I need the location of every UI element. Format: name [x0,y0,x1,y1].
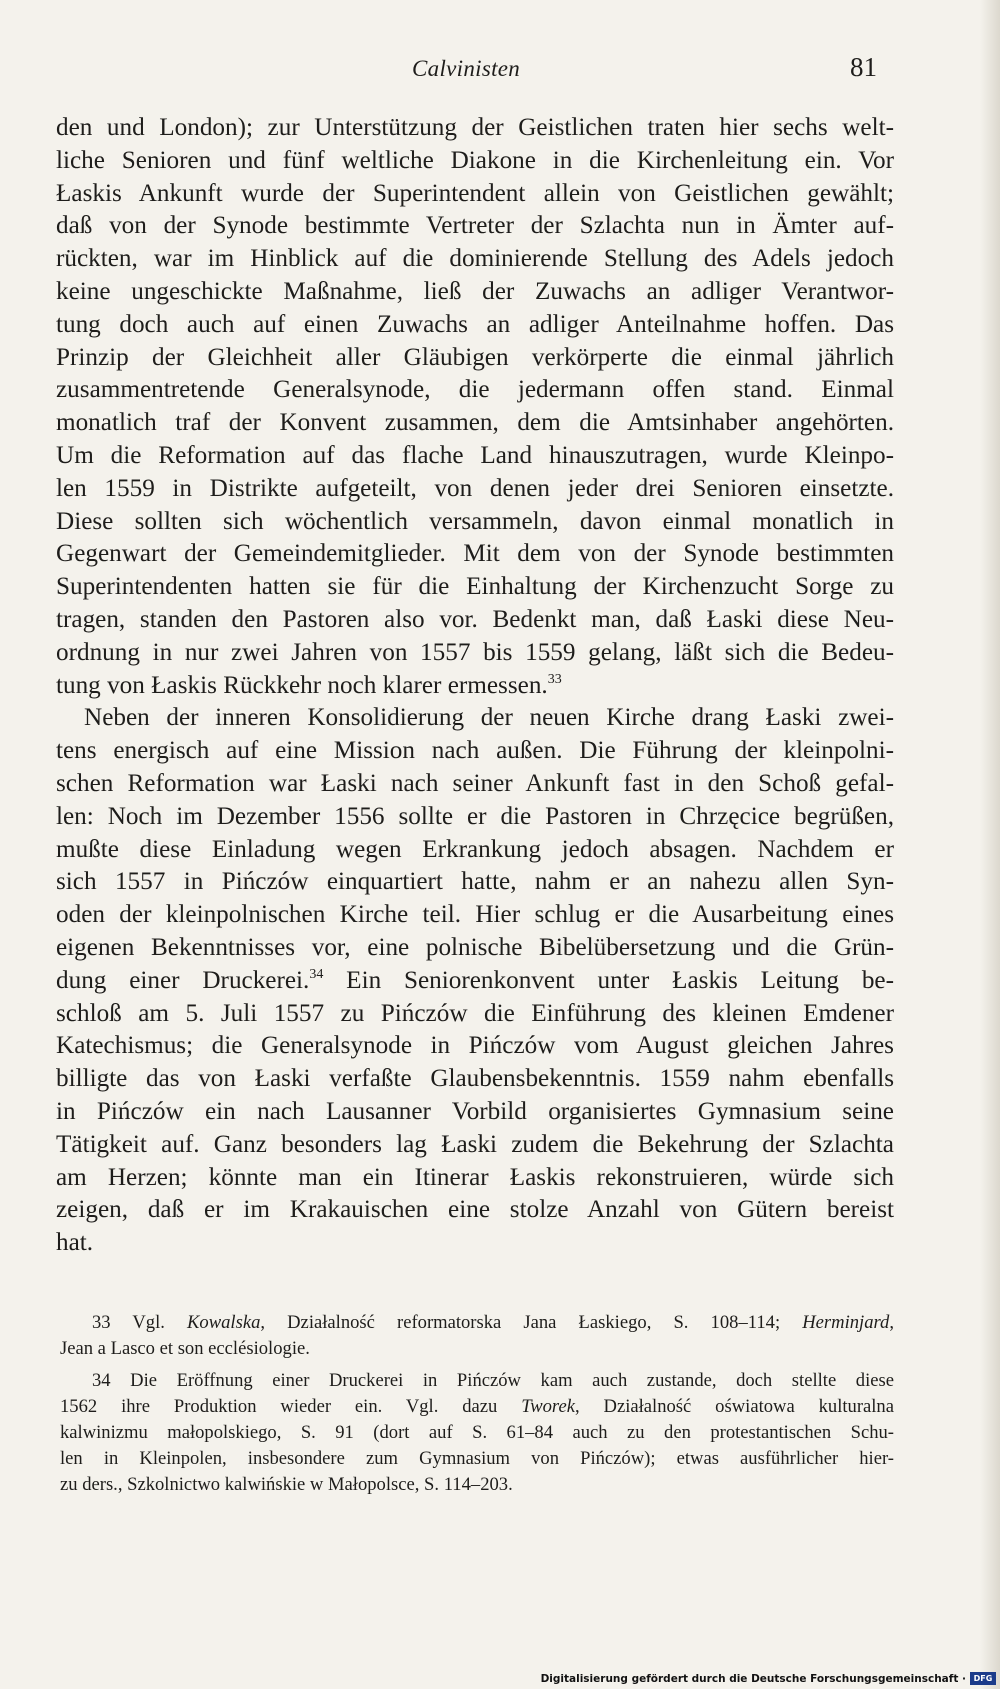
text-line: mußte diese Einladung wegen Erkrankung jedoch absagen. Nachdem er [56,835,894,863]
text-segment: dung einer Druckerei. [56,966,310,994]
text-line: Katechismus; die Generalsynode in Pińczów vom August gleichen Jahres [56,1032,894,1060]
text-line: schloß am 5. Juli 1557 zu Pińczów die Einführung des kleinen Emdener [56,999,894,1027]
fn-text: , [889,1312,894,1333]
text-line: tens energisch auf eine Mission nach außen. Die Führung der kleinpolni- [56,737,894,765]
text-line: zeigen, daß er im Krakauischen eine stolze Anzahl von Gütern bereist [56,1196,894,1224]
fn-author: Kowalska [187,1312,261,1333]
text-segment: Ein Seniorenkonvent unter Łaskis Leitung be- [323,966,894,994]
text-line: Prinzip der Gleichheit aller Gläubigen verkörperte die einmal jährlich [56,343,894,371]
body-text [56,112,894,1260]
footnote-33-line: Jean a Lasco et son ecclésiologie. [60,1338,310,1359]
footnote-ref-33[interactable]: 33 [547,671,562,687]
digitization-credit: Digitalisierung gefördert durch die Deutsche Forschungsgemeinschaft · [540,1673,966,1685]
fn-author: Tworek [521,1396,575,1417]
text-line: tung doch auch auf einen Zuwachs an adliger Anteilnahme hoffen. Das [56,310,894,338]
text-line: Tätigkeit auf. Ganz besonders lag Łaski zudem die Bekehrung der Szlachta [56,1130,894,1158]
running-head [0,52,1000,92]
page-number: 81 [850,52,877,82]
fn-author: Herminjard [802,1312,890,1333]
text-line: len 1559 in Distrikte aufgeteilt, von denen jeder drei Senioren einsetzte. [56,474,894,502]
text-line: Um die Reformation auf das flache Land hinauszutragen, wurde Kleinpo- [56,441,894,469]
text-line: keine ungeschickte Maßnahme, ließ der Zuwachs an adliger Verantwor- [56,277,894,305]
footnote-33-line [60,1310,894,1336]
footnote-34-line: 34 Die Eröffnung einer Druckerei in Pińczów kam auch zustande, doch stellte diese [92,1370,894,1391]
text-line: Superintendenten hatten sie für die Einhaltung der Kirchenzucht Sorge zu [56,573,894,601]
text-line: Łaskis Ankunft wurde der Superintendent allein von Geistlichen gewählt; [56,179,894,207]
text-line: eigenen Bekenntnisses vor, eine polnische Bibelübersetzung und die Grün- [56,933,894,961]
text-line: daß von der Synode bestimmte Vertreter der Szlachta nun in Ämter auf- [56,212,894,240]
page-edge-shadow [980,0,1000,1689]
paragraph-first-line: Neben der inneren Konsolidierung der neuen Kirche drang Łaski zwei- [84,704,894,732]
text-line: hat. [56,1229,94,1257]
footnotes [60,1310,894,1498]
text-line: sich 1557 in Pińczów einquartiert hatte, nahm er an nahezu allen Syn- [56,868,894,896]
text-line: liche Senioren und fünf weltliche Diakone in die Kirchenleitung ein. Vor [56,146,894,174]
fn-text: , Działalność reformatorska Jana Łaskiego, S. 108–114; [260,1312,803,1333]
text-line: billigte das von Łaski verfaßte Glaubensbekenntnis. 1559 nahm ebenfalls [56,1065,894,1093]
text-line: den und London); zur Unterstützung der Geistlichen traten hier sechs welt- [56,114,894,141]
text-line: Gegenwart der Gemeindemitglieder. Mit dem von der Synode bestimmten [56,540,894,568]
text-line: monatlich traf der Konvent zusammen, dem die Amtsinhaber angehörten. [56,409,894,437]
chapter-title: Calvinisten [412,56,521,81]
footnote-34-line [60,1394,894,1420]
text-line: oden der kleinpolnischen Kirche teil. Hier schlug er die Ausarbeitung eines [56,901,894,929]
dfg-logo: DFG [970,1672,996,1685]
text-line: rückten, war im Hinblick auf die dominierende Stellung des Adels jedoch [56,245,894,273]
footnote-ref-34[interactable]: 34 [309,966,324,982]
text-segment: tung von Łaskis Rückkehr noch klarer ermessen. [56,671,548,699]
text-line: tragen, standen den Pastoren also vor. Bedenkt man, daß Łaski diese Neu- [56,605,894,633]
text-line: am Herzen; könnte man ein Itinerar Łaskis rekonstruieren, würde sich [56,1163,894,1191]
text-line: in Pińczów ein nach Lausanner Vorbild organisiertes Gymnasium seine [56,1097,894,1125]
text-line: len: Noch im Dezember 1556 sollte er die Pastoren in Chrzęcice begrüßen, [56,802,894,830]
footnote-34-line: len in Kleinpolen, insbesondere zum Gymnasium von Pińczów); etwas ausführlicher hier- [60,1448,894,1469]
text-line: zusammentretende Generalsynode, die jedermann offen stand. Einmal [56,376,894,404]
text-line-with-note [56,670,894,703]
footnote-34-line: zu ders., Szkolnictwo kalwińskie w Małopolsce, S. 114–203. [60,1474,513,1495]
footnote-34-line: kalwinizmu małopolskiego, S. 91 (dort auf S. 61–84 auch zu den protestantischen Schu- [60,1422,894,1443]
text-line: schen Reformation war Łaski nach seiner Ankunft fast in den Schoß gefal- [56,769,894,797]
fn-text: 33 Vgl. [92,1312,188,1333]
text-line: Diese sollten sich wöchentlich versammeln, davon einmal monatlich in [56,507,894,535]
text-line: ordnung in nur zwei Jahren von 1557 bis 1559 gelang, läßt sich die Bedeu- [56,638,894,666]
fn-text: , Działalność oświatowa kulturalna [574,1396,894,1417]
text-line-with-note [56,965,894,998]
fn-text: 1562 ihre Produktion wieder ein. Vgl. dazu [60,1396,522,1417]
